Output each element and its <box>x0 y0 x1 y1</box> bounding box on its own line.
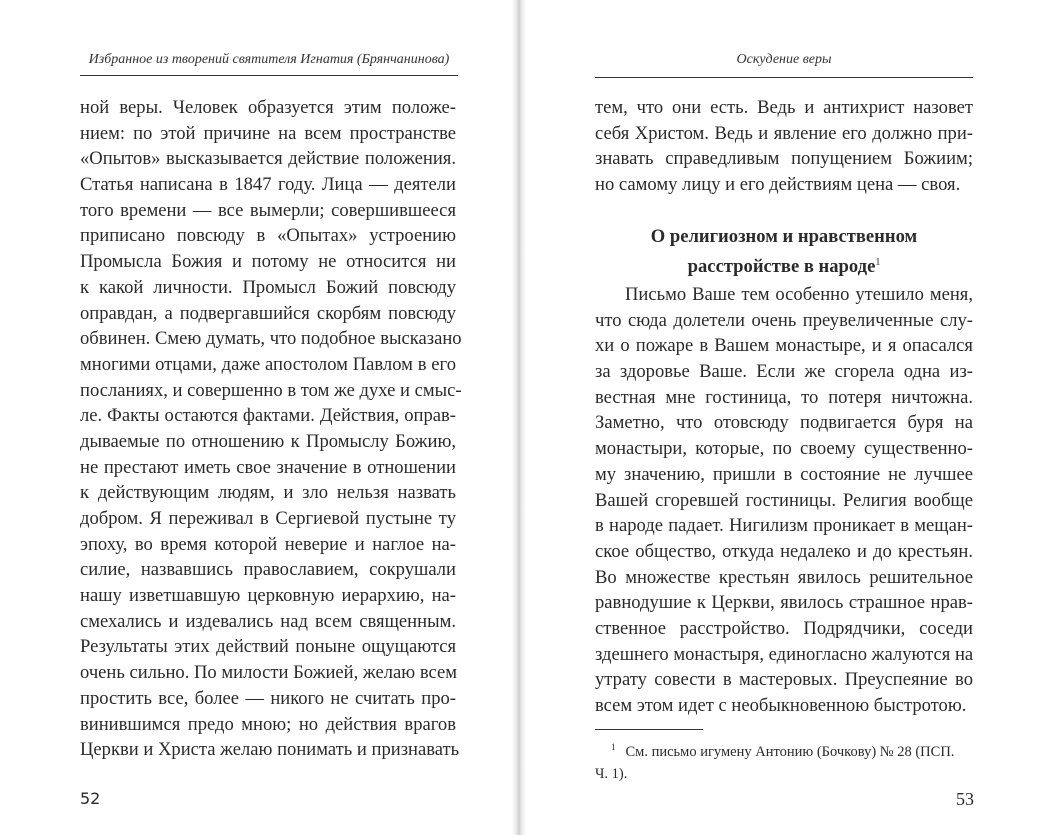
left-header-rule <box>80 75 458 76</box>
text-line: оправдан, а подвергавшийся скорбям повсюду <box>80 302 456 324</box>
right-page-number: 53 <box>956 789 974 809</box>
text-line: ское общество, откуда недалеко и до крестьян. <box>595 540 973 562</box>
right-header-rule <box>595 77 973 78</box>
text-line: утрату совести в мастеровых. Преуспеяние во <box>595 669 973 691</box>
text-line: хи о пожаре в Вашем монастыре, и я опасался <box>595 335 973 357</box>
section-heading-line2 <box>595 250 973 280</box>
text-line: равнодушие к Церкви, явилось страшное нрав- <box>595 592 973 614</box>
text-line: здешнего монастыря, единогласно жалуются на <box>595 643 974 665</box>
text-line: тем, что они есть. Ведь и антихрист назовет <box>595 97 973 118</box>
text-line: винившимся предо мною; но действия врагов <box>80 713 456 735</box>
text-line: Письмо Ваше тем особенно утешило меня, <box>625 284 973 305</box>
text-line: посланиях, и совершенно в том же духе и смыс- <box>80 379 462 401</box>
text-line: многими отцами, даже апостолом Павлом в его <box>80 353 456 375</box>
left-running-head: Избранное из творений святителя Игнатия (Брянчанинова) <box>88 52 450 67</box>
text-line: того времени — все вымерли; совершившееся <box>80 199 456 221</box>
text-line: очень сильно. По милости Божией, желаю всем <box>80 662 458 684</box>
text-line: Результаты этих действий поныне ощущаются <box>80 636 456 658</box>
left-page <box>0 0 515 835</box>
text-line: Вашей сгоревшей гостиницы. Религия вообще <box>595 489 973 511</box>
text-line: ле. Факты остаются фактами. Действия, оправ- <box>80 405 456 427</box>
text-line: всем этом идет с необыкновенною быстротою. <box>595 695 967 716</box>
text-line: в народе падает. Нигилизм проникает в мещан- <box>595 515 973 537</box>
text-line: простить все, более — никого не считать про- <box>80 687 456 709</box>
heading-footnote-mark[interactable]: 1 <box>875 256 881 268</box>
text-line: Статья написана в 1847 году. Лица — деятели <box>80 174 456 196</box>
left-body-text <box>80 95 462 763</box>
text-line: эпоху, во время которой неверие и наглое на- <box>80 533 456 555</box>
right-body-text <box>595 282 973 719</box>
text-line: монастыри, которые, по своему существенно- <box>595 438 973 460</box>
footnote-mark: 1 <box>611 742 616 752</box>
text-line: знавать справедливым попущением Божиим; <box>595 148 973 170</box>
text-line: не престают иметь свое значение в отношении <box>80 456 456 478</box>
right-body-text-top <box>595 95 973 198</box>
text-line: но самому лицу и его действиям цена — своя. <box>595 174 961 196</box>
footnote-rule <box>595 729 703 730</box>
text-line: себя Христом. Ведь и явление его должно при- <box>595 122 973 144</box>
text-line: приписано повсюду в «Опытах» устроению <box>80 225 456 247</box>
text-line: смехались и издевались над всем священным. <box>80 610 456 632</box>
text-line: нием: по этой причине на всем пространстве <box>80 122 456 144</box>
section-heading-line1: О религиозном и нравственном <box>650 226 918 247</box>
text-line: му значению, пришли в состояние не лучшее <box>595 463 973 485</box>
footnote-line1 <box>595 736 973 763</box>
text-line: за здоровье Ваше. Если же сгорела одна из- <box>595 361 973 383</box>
footnote-text: См. письмо игумену Антонию (Бочкову) № 28 (ПСП. <box>625 743 955 760</box>
text-line: Заметно, что отовсюду подвигается буря на <box>595 412 973 434</box>
section-heading-text: расстройстве в народе <box>687 255 876 277</box>
text-line: к какой личности. Промысл Божий повсюду <box>80 276 456 298</box>
left-page-number: 52 <box>80 789 101 808</box>
text-line: Во множестве крестьян явилось решительное <box>595 566 973 588</box>
text-line: силие, назвавшись православием, сокрушали <box>80 559 456 581</box>
text-line: что сюда долетели очень преувеличенные слу- <box>595 309 973 331</box>
text-line: вестная мне гостиница, то потеря ничтожна. <box>595 386 973 408</box>
text-line: к действующим людям, и зло нельзя назвать <box>80 482 456 504</box>
text-line: Церкви и Христа желаю понимать и признавать <box>80 739 460 761</box>
text-line: дываемые по отношению к Промыслу Божию, <box>80 430 456 452</box>
right-running-head: Оскудение веры <box>736 52 832 67</box>
footnote <box>595 736 973 785</box>
text-line: ственное расстройство. Подрядчики, соседи <box>595 617 973 639</box>
text-line: добром. Я переживал в Сергиевой пустыне ту <box>80 508 456 529</box>
text-line: обвинен. Смею думать, что подобное высказано <box>80 328 462 350</box>
text-line: «Опытов» высказывается действие положения. <box>80 148 456 170</box>
section-heading <box>595 224 973 280</box>
text-line: Промысла Божия и потому не относится ни <box>80 251 456 273</box>
text-line: нашу изветшавшую церковную иерархию, на- <box>80 585 456 607</box>
text-line: ной веры. Человек образуется этим положе- <box>80 97 456 118</box>
right-page <box>520 0 1039 835</box>
footnote-line2: Ч. 1). <box>595 765 628 782</box>
